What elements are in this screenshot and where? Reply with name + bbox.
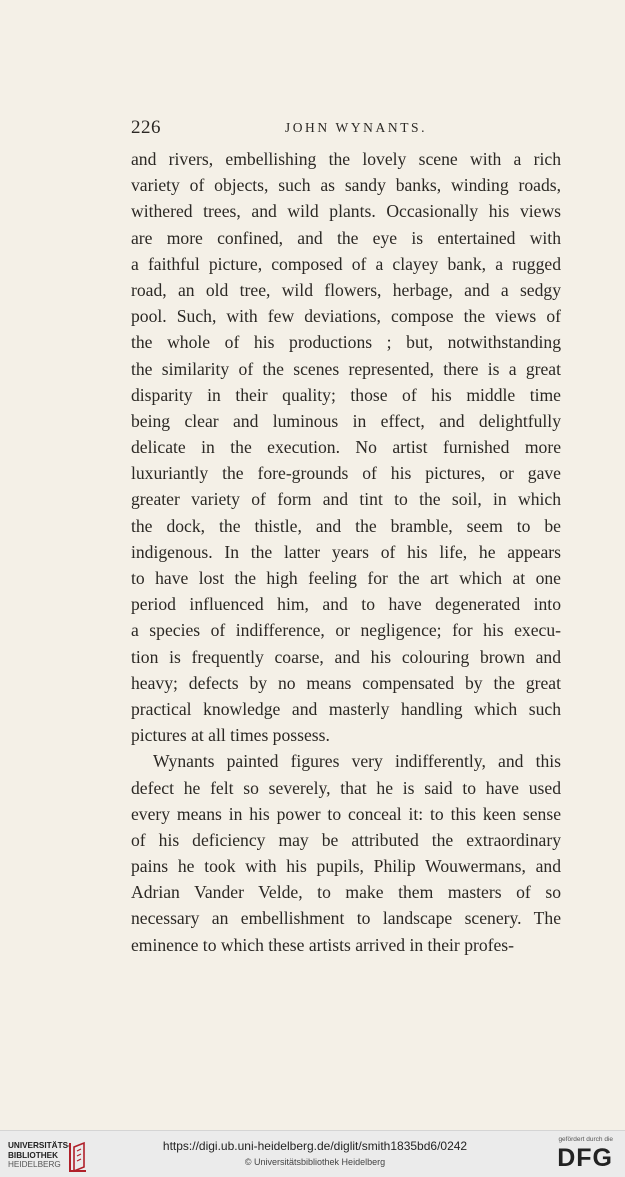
text-line: to have lost the high feeling for the art which at one xyxy=(131,568,561,588)
library-logo[interactable] xyxy=(8,1141,88,1173)
text-line: of his deficiency may be attributed the extraordinary xyxy=(131,829,561,850)
text-line: Wynants painted figures very indifferently, and this xyxy=(153,751,561,772)
text-line: indigenous. In the latter years of his life, he appears xyxy=(131,541,561,562)
running-head xyxy=(131,117,561,141)
funding-note: gefördert durch die xyxy=(558,1136,613,1143)
text-line: pains he took with his pupils, Philip Wouwermans, and xyxy=(131,856,561,877)
text-line: pool. Such, with few deviations, compose the views of xyxy=(131,306,561,327)
text-line: and rivers, embellishing the lovely scene with a rich xyxy=(131,149,561,169)
text-line: greater variety of form and tint to the soil, in which xyxy=(131,489,561,510)
text-line: eminence to which these artists arrived in their profes- xyxy=(131,934,515,955)
text-line: luxuriantly the fore-grounds of his pictures, or gave xyxy=(131,463,561,484)
text-line: defect he felt so severely, that he is said to have used xyxy=(131,777,561,798)
text-line: every means in his power to conceal it: to this keen sense xyxy=(131,803,561,824)
text-line: period influenced him, and to have degenerated into xyxy=(131,594,561,615)
text-line: heavy; defects by no means compensated by the great xyxy=(131,672,561,693)
running-title: JOHN WYNANTS. xyxy=(284,120,428,135)
text-line: a faithful picture, composed of a clayey bank, a rugged xyxy=(131,253,561,274)
library-emblem-icon xyxy=(66,1141,88,1173)
text-line: the dock, the thistle, and the bramble, seem to be xyxy=(131,515,561,536)
text-line: tion is frequently coarse, and his colouring brown and xyxy=(131,646,561,667)
text-line: delicate in the execution. No artist furnished more xyxy=(131,437,561,458)
document-url-link[interactable]: https://digi.ub.uni-heidelberg.de/diglit/smith1835bd6/0242 xyxy=(162,1139,468,1153)
text-line: disparity in their quality; those of his middle time xyxy=(131,384,561,405)
text-line: road, an old tree, wild flowers, herbage, and a sedgy xyxy=(131,279,561,300)
text-line: being clear and luminous in effect, and delightfully xyxy=(131,410,561,431)
text-line: necessary an embellishment to landscape scenery. The xyxy=(131,908,561,929)
text-line: practical knowledge and masterly handling which such xyxy=(131,698,561,719)
text-line: a species of indifference, or negligence; for his execu- xyxy=(131,620,561,641)
text-line: the whole of his productions ; but, notwithstanding xyxy=(131,332,561,353)
body-text xyxy=(131,146,561,958)
dfg-logo[interactable] xyxy=(543,1135,613,1173)
viewer-footer xyxy=(0,1130,625,1177)
dfg-logo-text: DFG xyxy=(557,1144,613,1172)
copyright-notice: © Universitätsbibliothek Heidelberg xyxy=(244,1157,386,1167)
text-line: variety of objects, such as sandy banks, winding roads, xyxy=(131,175,561,196)
text-line: pictures at all times possess. xyxy=(131,725,330,746)
library-name: UNIVERSITÄTS- BIBLIOTHEK HEIDELBERG xyxy=(8,1141,71,1169)
text-line: Adrian Vander Velde, to make them masters of so xyxy=(131,882,561,903)
text-line: are more confined, and the eye is entertained with xyxy=(131,227,561,248)
text-line: the similarity of the scenes represented, there is a great xyxy=(131,358,561,379)
text-line: withered trees, and wild plants. Occasionally his views xyxy=(131,201,561,222)
page-number: 226 xyxy=(131,117,161,138)
